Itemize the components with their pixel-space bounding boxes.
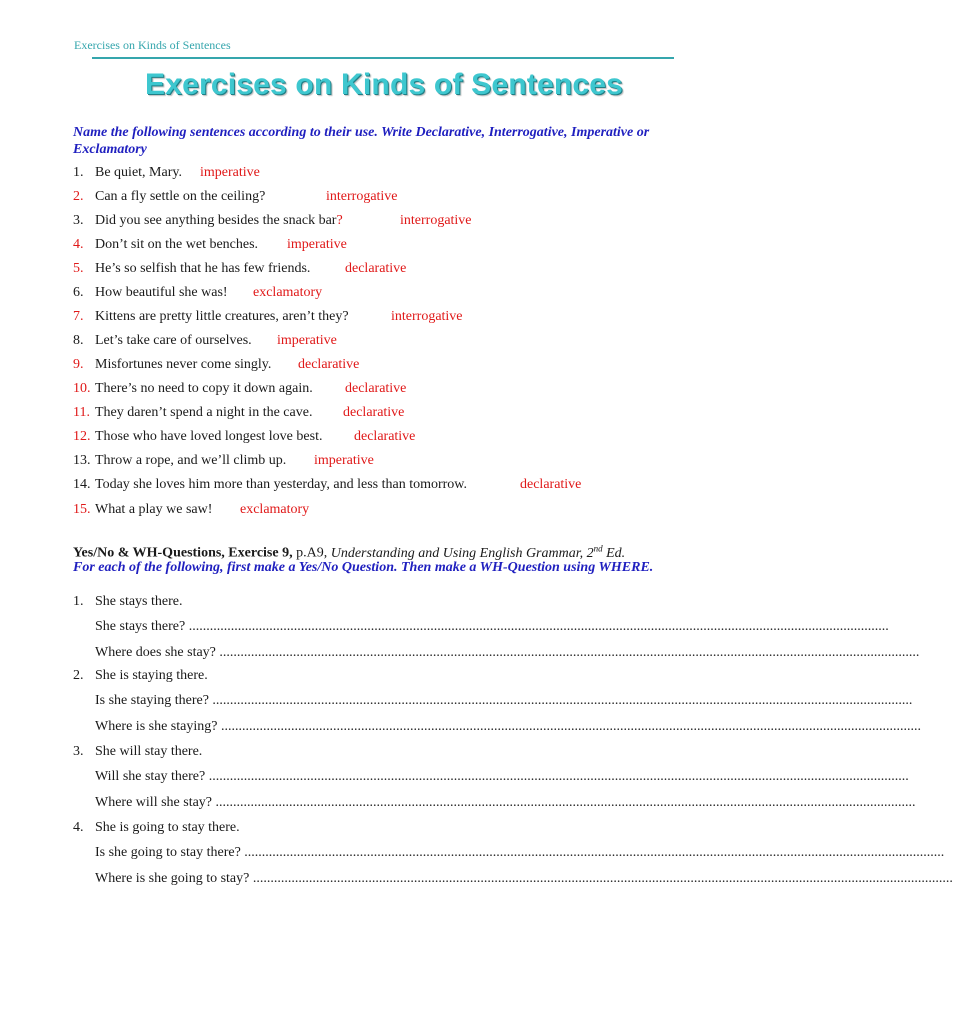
sentence-text: Be quiet, Mary. bbox=[95, 165, 182, 180]
item-number: 3. bbox=[73, 744, 84, 759]
answer-line: ........................................................................................................................................................................................................ bbox=[208, 769, 909, 784]
list-item bbox=[73, 381, 313, 401]
yes-no-question bbox=[95, 845, 945, 861]
exercise-heading-book: Understanding and Using English Grammar, 2nd Ed. bbox=[330, 543, 626, 561]
list-item bbox=[73, 309, 349, 329]
sentence-text: Throw a rope, and we’ll climb up. bbox=[95, 453, 287, 468]
wh-question-text: Where is she staying? bbox=[95, 719, 221, 734]
answer-label: declarative bbox=[354, 429, 416, 444]
item-number: 10. bbox=[73, 381, 91, 396]
sentence-text: Can a fly settle on the ceiling? bbox=[95, 189, 266, 204]
sentence-text: He’s so selfish that he has few friends. bbox=[95, 261, 311, 276]
list-item bbox=[73, 189, 265, 209]
wh-question bbox=[95, 795, 916, 811]
item-number: 4. bbox=[73, 237, 84, 252]
item-number: 12. bbox=[73, 429, 91, 444]
yes-no-question bbox=[95, 769, 909, 785]
wh-question bbox=[95, 871, 953, 887]
page-title: Exercises on Kinds of Sentences bbox=[144, 68, 624, 101]
list-item bbox=[73, 285, 228, 305]
instruction-1: Name the following sentences according to their use. Write Declarative, Interrogative, Imperative or Exclamatory bbox=[73, 125, 650, 157]
list-item bbox=[73, 165, 182, 185]
exercise-statement bbox=[73, 668, 208, 684]
item-number: 6. bbox=[73, 285, 84, 300]
list-item bbox=[73, 333, 252, 353]
wh-question-text: Where does she stay? bbox=[95, 645, 220, 660]
list-item bbox=[73, 429, 322, 449]
item-number: 15. bbox=[73, 502, 91, 517]
sentence-text: Did you see anything besides the snack bar? bbox=[95, 213, 343, 228]
answer-label: exclamatory bbox=[240, 502, 310, 517]
instruction-2: For each of the following, first make a Yes/No Question. Then make a WH-Question using WHERE. bbox=[73, 560, 654, 575]
item-number: 3. bbox=[73, 213, 84, 228]
yes-no-question-text: Is she going to stay there? bbox=[95, 845, 245, 860]
list-item bbox=[73, 477, 467, 497]
sentence-text: What a play we saw! bbox=[95, 502, 213, 517]
list-item bbox=[73, 502, 212, 522]
item-number: 13. bbox=[73, 453, 91, 468]
answer-label: interrogative bbox=[391, 309, 463, 324]
exercise-statement bbox=[73, 820, 240, 836]
list-item bbox=[73, 405, 312, 425]
item-number: 2. bbox=[73, 668, 84, 683]
wh-question bbox=[95, 719, 921, 735]
yes-no-question bbox=[95, 693, 913, 709]
answer-line: ........................................................................................................................................................................................................ bbox=[188, 619, 889, 634]
sentence-text: Those who have loved longest love best. bbox=[95, 429, 323, 444]
statement-text: She stays there. bbox=[95, 594, 183, 609]
sentence-text: Kittens are pretty little creatures, aren’t they? bbox=[95, 309, 349, 324]
item-number: 9. bbox=[73, 357, 84, 372]
exercise-heading-bold: Yes/No & WH-Questions, Exercise 9, bbox=[73, 545, 293, 561]
item-number: 11. bbox=[73, 405, 90, 420]
yes-no-question-text: She stays there? bbox=[95, 619, 189, 634]
answer-label: interrogative bbox=[400, 213, 472, 228]
sentence-text: Today she loves him more than yesterday, and less than tomorrow. bbox=[95, 477, 468, 492]
answer-label: imperative bbox=[200, 165, 260, 180]
statement-text: She will stay there. bbox=[95, 744, 203, 759]
answer-label: declarative bbox=[520, 477, 582, 492]
sentence-text: They daren’t spend a night in the cave. bbox=[95, 405, 313, 420]
item-number: 14. bbox=[73, 477, 91, 492]
item-number: 4. bbox=[73, 820, 84, 835]
answer-label: imperative bbox=[277, 333, 337, 348]
list-item bbox=[73, 261, 310, 281]
item-number: 5. bbox=[73, 261, 84, 276]
exercise-statement bbox=[73, 744, 202, 760]
list-item bbox=[73, 237, 258, 257]
answer-line: ........................................................................................................................................................................................................ bbox=[244, 845, 945, 860]
item-number: 1. bbox=[73, 165, 84, 180]
list-item bbox=[73, 453, 286, 473]
statement-text: She is going to stay there. bbox=[95, 820, 240, 835]
answer-label: declarative bbox=[298, 357, 360, 372]
yes-no-question bbox=[95, 619, 889, 635]
answer-label: interrogative bbox=[326, 189, 398, 204]
wh-question bbox=[95, 645, 920, 661]
item-number: 8. bbox=[73, 333, 84, 348]
answer-label: exclamatory bbox=[253, 285, 323, 300]
wh-question-text: Where is she going to stay? bbox=[95, 871, 253, 886]
yes-no-question-text: Is she staying there? bbox=[95, 693, 213, 708]
wh-question-text: Where will she stay? bbox=[95, 795, 216, 810]
answer-label: imperative bbox=[287, 237, 347, 252]
sentence-text: Don’t sit on the wet benches. bbox=[95, 237, 259, 252]
item-number: 1. bbox=[73, 594, 84, 609]
sentence-text: There’s no need to copy it down again. bbox=[95, 381, 313, 396]
answer-label: imperative bbox=[314, 453, 374, 468]
item-number: 7. bbox=[73, 309, 84, 324]
exercise-statement bbox=[73, 594, 182, 610]
answer-line: ........................................................................................................................................................................................................ bbox=[215, 795, 916, 810]
answer-line: ........................................................................................................................................................................................................ bbox=[252, 871, 953, 886]
list-item bbox=[73, 213, 343, 233]
running-header: Exercises on Kinds of Sentences bbox=[74, 38, 231, 52]
answer-label: declarative bbox=[345, 261, 407, 276]
sentence-text: How beautiful she was! bbox=[95, 285, 228, 300]
answer-line: ........................................................................................................................................................................................................ bbox=[212, 693, 913, 708]
statement-text: She is staying there. bbox=[95, 668, 208, 683]
exercise-heading-page: p.A9, bbox=[292, 545, 331, 561]
header-rule bbox=[92, 57, 674, 59]
answer-label: declarative bbox=[345, 381, 407, 396]
answer-label: declarative bbox=[343, 405, 405, 420]
yes-no-question-text: Will she stay there? bbox=[95, 769, 209, 784]
answer-line: ........................................................................................................................................................................................................ bbox=[220, 719, 921, 734]
item-number: 2. bbox=[73, 189, 84, 204]
sentence-text: Misfortunes never come singly. bbox=[95, 357, 272, 372]
answer-line: ........................................................................................................................................................................................................ bbox=[219, 645, 920, 660]
question-mark: ? bbox=[336, 213, 343, 228]
list-item bbox=[73, 357, 271, 377]
sentence-text: Let’s take care of ourselves. bbox=[95, 333, 252, 348]
